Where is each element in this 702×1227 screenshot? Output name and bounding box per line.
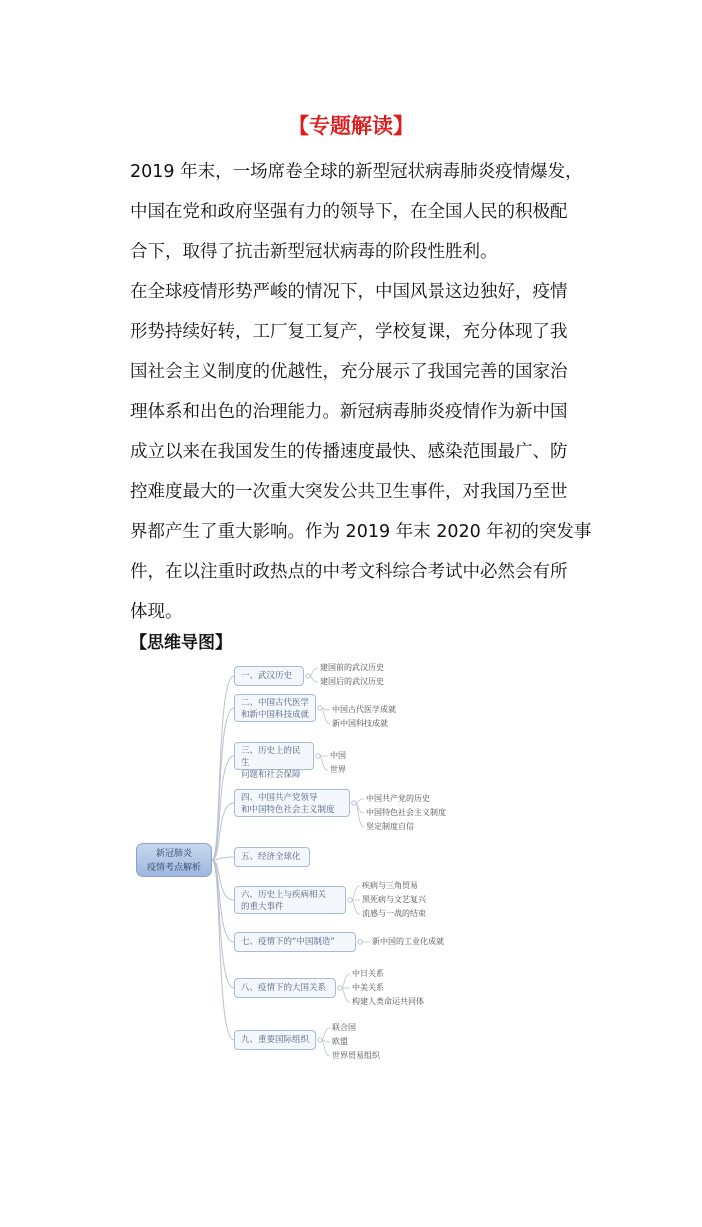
collapse-marker-icon — [348, 898, 352, 902]
collapse-marker-icon — [318, 1038, 322, 1042]
mindmap-leaf: 坚定制度自信 — [366, 822, 414, 831]
leaf-connector — [310, 668, 318, 676]
leaf-connector — [356, 803, 364, 827]
branch-connector — [212, 860, 234, 1040]
branch-connector — [212, 676, 234, 860]
root-label-line: 疫情考点解析 — [146, 863, 201, 873]
mindmap-leaf: 建国前的武汉历史 — [320, 663, 384, 672]
mindmap-branch-node — [234, 1030, 316, 1050]
leaf-connector — [322, 708, 330, 724]
text-line: 成立以来在我国发生的传播速度最快、感染范围最广、防 — [130, 442, 568, 462]
collapse-marker-icon — [358, 940, 362, 944]
leaf-connector — [320, 756, 328, 770]
mindmap-branch-node — [234, 694, 316, 722]
branch-label-line: 八、疫情下的大国关系 — [241, 983, 327, 993]
mindmap-leaf: 中国古代医学成就 — [332, 705, 396, 714]
text-line: 控难度最大的一次重大突发公共卫生事件，对我国乃至世 — [130, 482, 568, 502]
leaf-connector — [310, 676, 318, 682]
collapse-marker-icon — [316, 754, 320, 758]
text-line: 体现。 — [130, 602, 183, 622]
text-line: 合下，取得了抗击新型冠状病毒的阶段性胜利。 — [130, 242, 498, 262]
mindmap-leaf: 中国共产党的历史 — [366, 794, 430, 803]
branch-label-line: 九、重要国际组织 — [241, 1035, 310, 1045]
mindmap-leaf: 疾病与三角贸易 — [362, 881, 418, 890]
root-label-line: 新冠肺炎 — [155, 849, 192, 859]
mindmap-branch-node — [234, 932, 356, 952]
mindmap-leaf: 新中国科技成就 — [332, 719, 388, 728]
branch-connector — [212, 756, 234, 860]
branch-label-line: 问题和社会保障 — [241, 770, 301, 780]
mindmap-branch-node — [234, 886, 346, 914]
text-line: 理体系和出色的治理能力。新冠病毒肺炎疫情作为新中国 — [130, 402, 568, 422]
mindmap-branch-node — [234, 789, 350, 817]
leaf-connector — [322, 1040, 330, 1056]
branch-label-line: 五、经济全球化 — [241, 852, 301, 862]
mindmap-leaf: 中美关系 — [352, 983, 384, 992]
mindmap-branch-node — [234, 742, 314, 780]
branch-label-line: 一、武汉历史 — [241, 671, 293, 681]
leaf-connector — [356, 799, 364, 803]
mindmap-leaf: 联合国 — [332, 1023, 356, 1032]
leaf-connector — [322, 1028, 330, 1040]
mindmap-root — [136, 843, 212, 877]
mindmap-leaf: 建国后的武汉历史 — [320, 677, 384, 686]
mindmap-branch-node — [234, 847, 310, 867]
text-line: 2019 年末，一场席卷全球的新型冠状病毒肺炎疫情爆发， — [130, 162, 583, 182]
mindmap-leaf: 构建人类命运共同体 — [352, 997, 424, 1006]
text-line: 形势持续好转，工厂复工复产，学校复课，充分体现了我 — [130, 322, 568, 342]
text-line: 件，在以注重时政热点的中考文科综合考试中必然会有所 — [130, 562, 568, 582]
collapse-marker-icon — [352, 801, 356, 805]
mindmap-leaf: 世界 — [330, 765, 346, 774]
branch-label-line: 和新中国科技成就 — [241, 710, 310, 720]
mindmap-heading: 【思维导图】 — [130, 633, 232, 653]
mindmap-leaf: 世界贸易组织 — [332, 1051, 380, 1060]
leaf-connector — [352, 886, 360, 900]
branch-label-line: 四、中国共产党领导 — [241, 793, 318, 803]
branch-label-line: 二、中国古代医学 — [241, 698, 310, 708]
branch-label-line: 七、疫情下的“中国制造” — [241, 937, 335, 947]
leaf-connector — [352, 900, 360, 914]
collapse-marker-icon — [306, 674, 310, 678]
text-line: 国社会主义制度的优越性，充分展示了我国完善的国家治 — [130, 362, 568, 382]
mindmap-branch-node — [234, 666, 304, 686]
text-line: 在全球疫情形势严峻的情况下，中国风景这边独好，疫情 — [130, 282, 568, 302]
mindmap-leaf: 中国特色社会主义制度 — [366, 808, 446, 817]
mindmap-leaf: 中国 — [330, 751, 346, 760]
collapse-marker-icon — [318, 706, 322, 710]
mindmap-leaf: 欧盟 — [332, 1037, 348, 1046]
leaf-connector — [342, 974, 350, 988]
branch-connector — [212, 708, 234, 860]
branch-label-line: 三、历史上的民生 — [241, 746, 301, 768]
text-line: 中国在党和政府坚强有力的领导下，在全国人民的积极配 — [130, 202, 568, 222]
branch-label-line: 的重大事件 — [241, 902, 284, 912]
mindmap-leaf: 新中国的工业化成就 — [372, 937, 444, 946]
mindmap-leaf: 流感与一战的结束 — [362, 909, 426, 918]
branch-label-line: 六、历史上与疾病相关 — [241, 890, 327, 900]
mindmap-branch-node — [234, 978, 336, 998]
mindmap-leaf: 黑死病与文艺复兴 — [362, 895, 426, 904]
text-line: 界都产生了重大影响。作为 2019 年末 2020 年初的突发事 — [130, 522, 592, 542]
mindmap-leaf: 中日关系 — [352, 969, 384, 978]
page-title: 【专题解读】 — [288, 114, 414, 138]
branch-label-line: 和中国特色社会主义制度 — [241, 805, 335, 815]
collapse-marker-icon — [338, 986, 342, 990]
leaf-connector — [342, 988, 350, 1002]
